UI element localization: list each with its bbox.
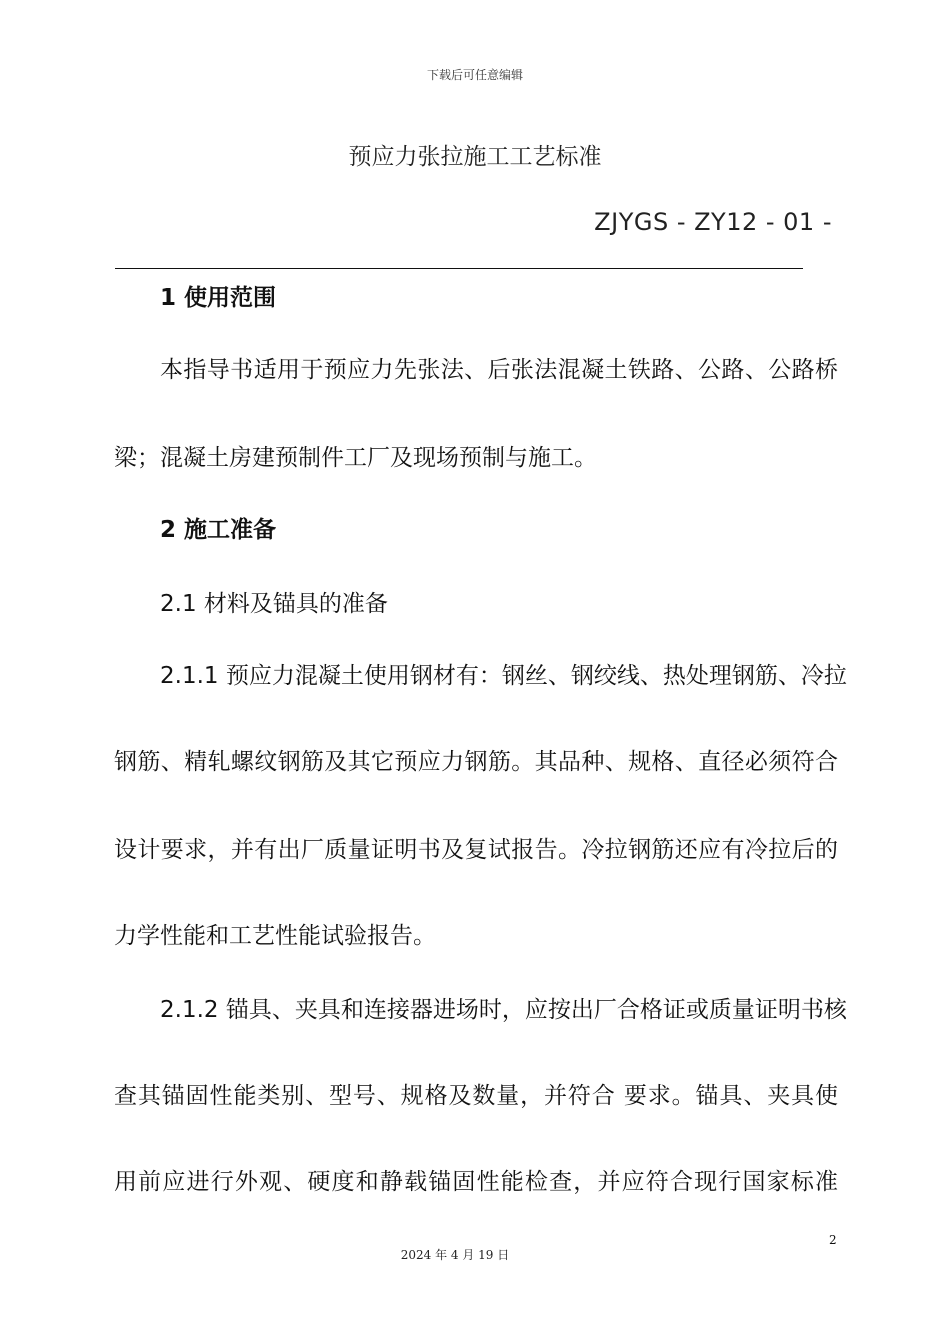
page-number: 2: [829, 1233, 837, 1247]
footer-date: 2024 年 4 月 19 日: [400, 1248, 510, 1262]
header-divider: [115, 268, 803, 269]
section-heading-preparation: 2 施工准备: [160, 517, 277, 543]
document-title: 预应力张拉施工工艺标准: [348, 144, 602, 170]
paragraph-line: 用前应进行外观、硬度和静载锚固性能检查，并应符合现行国家标准: [114, 1169, 838, 1195]
paragraph-line: 梁；混凝土房建预制件工厂及现场预制与施工。: [114, 445, 597, 471]
document-code: ZJYGS - ZY12 - 01 -: [594, 208, 832, 236]
paragraph-line: 2.1.1 预应力混凝土使用钢材有：钢丝、钢绞线、热处理钢筋、冷拉: [160, 663, 847, 689]
section-heading-scope: 1 使用范围: [160, 285, 277, 311]
paragraph-line: 钢筋、精轧螺纹钢筋及其它预应力钢筋。其品种、规格、直径必须符合: [114, 749, 838, 775]
paragraph-line: 本指导书适用于预应力先张法、后张法混凝土铁路、公路、公路桥: [160, 357, 838, 383]
paragraph-line: 2.1.2 锚具、夹具和连接器进场时，应按出厂合格证或质量证明书核: [160, 997, 847, 1023]
header-note: 下载后可任意编辑: [426, 68, 523, 82]
paragraph-line: 设计要求，并有出厂质量证明书及复试报告。冷拉钢筋还应有冷拉后的: [114, 837, 838, 863]
subsection-heading-materials: 2.1 材料及锚具的准备: [160, 591, 388, 617]
paragraph-line: 查其锚固性能类别、型号、规格及数量，并符合 要求。锚具、夹具使: [114, 1083, 838, 1109]
paragraph-line: 力学性能和工艺性能试验报告。: [114, 923, 436, 949]
